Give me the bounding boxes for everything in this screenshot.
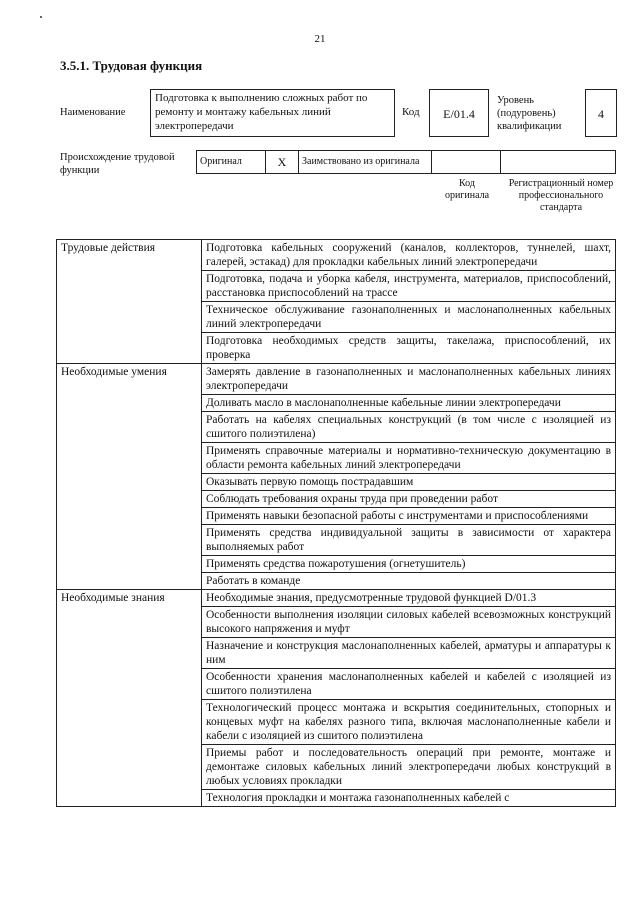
table-row (57, 240, 616, 271)
reg-number-label: Регистрационный номер профессионального стандарта (508, 178, 614, 213)
item-cell: Особенности хранения маслонаполненных кабелей и кабелей с изоляцией из сшитого полиэтилена (202, 669, 616, 700)
section-title: 3.5.1. Трудовая функция (60, 58, 203, 73)
item-cell: Технология прокладки и монтажа газонаполненных кабелей с (202, 790, 616, 807)
item-cell: Подготовка кабельных сооружений (каналов, коллекторов, туннелей, шахт, галерей, эстакад) для прокладки кабельных линий электропередачи (202, 240, 616, 271)
origin-label: Происхождение трудовой функции (60, 152, 175, 176)
level-value-box: 4 (585, 89, 617, 137)
code-original-cell (432, 151, 501, 174)
code-label: Код (402, 106, 420, 118)
item-cell: Технологический процесс монтажа и вскрытия соединительных, стопорных и концевых муфт на кабелях разного типа, включая маслонаполненные кабели и кабели с изоляцией из сшитого полиэтилена (202, 700, 616, 745)
table-row (57, 364, 616, 395)
item-cell: Применять средства пожаротушения (огнетушитель) (202, 556, 616, 573)
code-original-label: Код оригинала (444, 178, 490, 201)
item-cell: Соблюдать требования охраны труда при проведении работ (202, 491, 616, 508)
item-cell: Особенности выполнения изоляции силовых кабелей всевозможных конструкций высокого напряжения и муфт (202, 607, 616, 638)
item-cell: Доливать масло в маслонаполненные кабельные линии электропередачи (202, 395, 616, 412)
item-cell: Необходимые знания, предусмотренные трудовой функцией D/01.3 (202, 590, 616, 607)
item-cell: Подготовка необходимых средств защиты, такелажа, приспособлений, их проверка (202, 333, 616, 364)
item-cell: Оказывать первую помощь пострадавшим (202, 474, 616, 491)
original-label-cell: Оригинал (197, 151, 266, 174)
reg-number-cell (501, 151, 616, 174)
code-value-box: E/01.4 (429, 89, 489, 137)
item-cell: Работать в команде (202, 573, 616, 590)
name-value-box: Подготовка к выполнению сложных работ по ремонту и монтажу кабельных линий электропередачи (150, 89, 395, 137)
item-cell: Применять справочные материалы и нормативно-техническую документацию в области ремонта кабельных линий электропередачи (202, 443, 616, 474)
item-cell: Применять навыки безопасной работы с инструментами и приспособлениями (202, 508, 616, 525)
original-mark-cell: X (266, 151, 299, 174)
origin-table (196, 150, 616, 174)
item-cell: Замерять давление в газонаполненных и маслонаполненных кабельных линиях электропередачи (202, 364, 616, 395)
section-title-cell: Трудовые действия (57, 240, 202, 364)
section-title-cell: Необходимые знания (57, 590, 202, 807)
item-cell: Техническое обслуживание газонаполненных и маслонаполненных кабельных линий электропередачи (202, 302, 616, 333)
table-row (57, 590, 616, 607)
name-label: Наименование (60, 107, 126, 118)
labor-function-table (56, 239, 616, 807)
section-title-cell: Необходимые умения (57, 364, 202, 590)
item-cell: Назначение и конструкция маслонаполненных кабелей, арматуры и аппаратуры к ним (202, 638, 616, 669)
scan-speck (40, 16, 42, 18)
page-number: 21 (314, 33, 326, 45)
item-cell: Приемы работ и последовательность операций при ремонте, монтаже и демонтаже силовых кабельных линий электропередачи любых конструкций в любых условиях прокладки (202, 745, 616, 790)
item-cell: Применять средства индивидуальной защиты в зависимости от характера выполняемых работ (202, 525, 616, 556)
borrowed-label-cell: Заимствовано из оригинала (299, 151, 432, 174)
item-cell: Работать на кабелях специальных конструкций (в том числе с изоляцией из сшитого полиэтилена) (202, 412, 616, 443)
level-label: Уровень (подуровень) квалификации (497, 95, 562, 132)
item-cell: Подготовка, подача и уборка кабеля, инструмента, материалов, приспособлений, расстановка приспособлений на трассе (202, 271, 616, 302)
